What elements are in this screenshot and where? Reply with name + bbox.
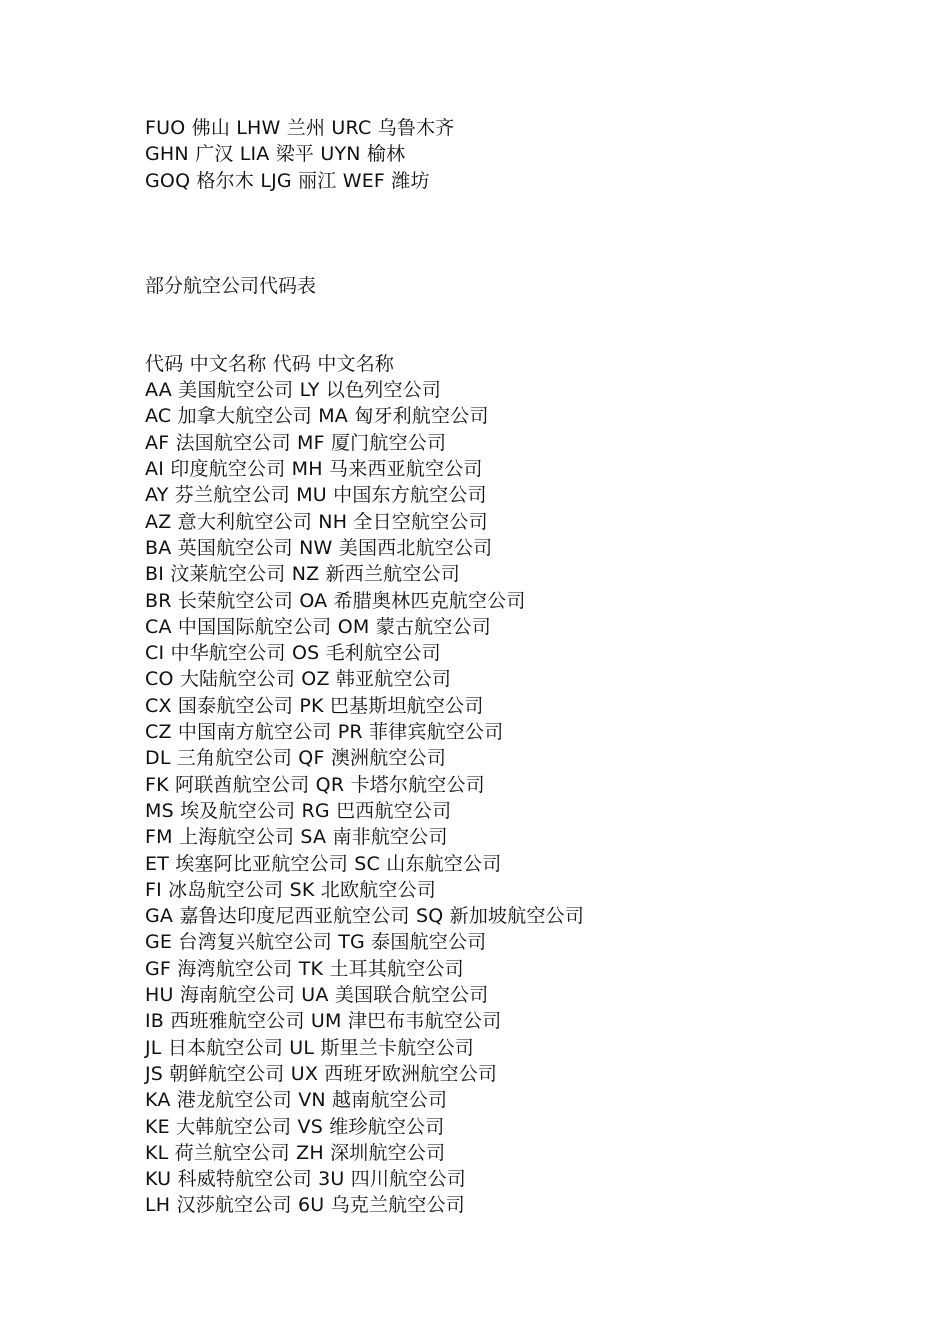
airport-code-list	[145, 115, 905, 194]
section-title: 部分航空公司代码表	[145, 274, 317, 297]
table-row: DL 三角航空公司 QF 澳洲航空公司	[145, 747, 447, 770]
table-row: GE 台湾复兴航空公司 TG 泰国航空公司	[145, 931, 487, 954]
table-row: AI 印度航空公司 MH 马来西亚航空公司	[145, 458, 483, 481]
table-row: AF 法国航空公司 MF 厦门航空公司	[145, 431, 447, 454]
table-row: AA 美国航空公司 LY 以色列空公司	[145, 379, 442, 402]
table-row: CI 中华航空公司 OS 毛利航空公司	[145, 642, 441, 665]
table-row: GA 嘉鲁达印度尼西亚航空公司 SQ 新加坡航空公司	[145, 905, 585, 928]
table-row: KL 荷兰航空公司 ZH 深圳航空公司	[145, 1141, 446, 1164]
table-row: MS 埃及航空公司 RG 巴西航空公司	[145, 799, 452, 822]
table-row: BR 长荣航空公司 OA 希腊奥林匹克航空公司	[145, 589, 526, 612]
airport-code-line: FUO 佛山 LHW 兰州 URC 乌鲁木齐	[145, 117, 455, 139]
table-row: CX 国泰航空公司 PK 巴基斯坦航空公司	[145, 694, 484, 717]
table-row: CZ 中国南方航空公司 PR 菲律宾航空公司	[145, 721, 504, 744]
table-row: FI 冰岛航空公司 SK 北欧航空公司	[145, 878, 436, 901]
table-row: KA 港龙航空公司 VN 越南航空公司	[145, 1089, 448, 1112]
table-header: 代码 中文名称 代码 中文名称	[145, 352, 395, 375]
table-row: JS 朝鲜航空公司 UX 西班牙欧洲航空公司	[145, 1062, 498, 1085]
table-row: KE 大韩航空公司 VS 维珍航空公司	[145, 1115, 445, 1138]
table-row: BA 英国航空公司 NW 美国西北航空公司	[145, 536, 493, 559]
table-row: KU 科威特航空公司 3U 四川航空公司	[145, 1168, 466, 1191]
table-row: AC 加拿大航空公司 MA 匈牙利航空公司	[145, 405, 489, 428]
table-row: FK 阿联酋航空公司 QR 卡塔尔航空公司	[145, 773, 485, 796]
table-row: BI 汶莱航空公司 NZ 新西兰航空公司	[145, 563, 460, 586]
table-row: LH 汉莎航空公司 6U 乌克兰航空公司	[145, 1194, 465, 1217]
table-row: ET 埃塞阿比亚航空公司 SC 山东航空公司	[145, 852, 502, 875]
table-row: CA 中国国际航空公司 OM 蒙古航空公司	[145, 615, 491, 638]
table-row: AY 芬兰航空公司 MU 中国东方航空公司	[145, 484, 487, 507]
table-row: HU 海南航空公司 UA 美国联合航空公司	[145, 984, 489, 1007]
airline-code-table	[145, 351, 905, 1219]
document-page	[145, 115, 905, 1219]
airport-code-line: GHN 广汉 LIA 梁平 UYN 榆林	[145, 143, 406, 166]
table-row: JL 日本航空公司 UL 斯里兰卡航空公司	[145, 1036, 475, 1059]
table-row: IB 西班雅航空公司 UM 津巴布韦航空公司	[145, 1010, 502, 1033]
table-row: GF 海湾航空公司 TK 土耳其航空公司	[145, 957, 464, 980]
table-row: CO 大陆航空公司 OZ 韩亚航空公司	[145, 668, 452, 691]
airport-code-line: GOQ 格尔木 LJG 丽江 WEF 潍坊	[145, 169, 430, 192]
table-row: AZ 意大利航空公司 NH 全日空航空公司	[145, 510, 488, 533]
table-row: FM 上海航空公司 SA 南非航空公司	[145, 826, 448, 849]
